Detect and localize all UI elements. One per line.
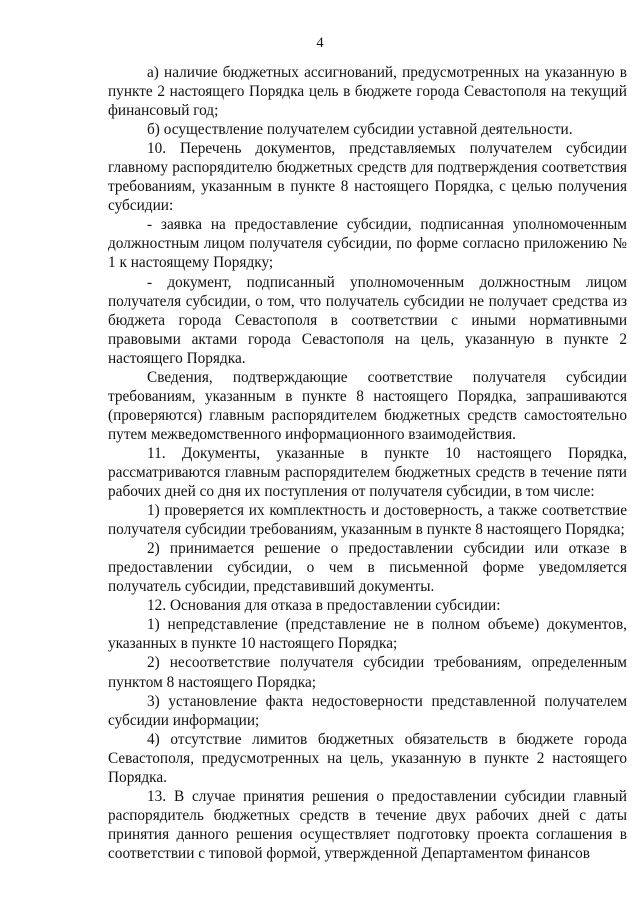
document-body — [108, 63, 627, 863]
paragraph-10-item-application: - заявка на предоставление субсидии, подписанная уполномоченным должностным лицом получателя субсидии, по форме согласно приложению № 1 к настоящему Порядку; — [108, 216, 627, 272]
paragraph-11-item-1: 1) проверяется их комплектность и достоверность, а также соответствие получателя субсидии требованиям, указанным в пункте 8 настоящего Порядка; — [108, 502, 627, 539]
paragraph-10-information: Сведения, подтверждающие соответствие получателя субсидии требованиям, указанным в пункте 8 настоящего Порядка, запрашиваются (проверяются) главным распорядителем бюджетных средств самостоятельно путем межведомственного информационного взаимодействия. — [108, 368, 627, 443]
paragraph-9b: б) осуществление получателем субсидии уставной деятельности. — [147, 121, 573, 139]
paragraph-12-item-2: 2) несоответствие получателя субсидии требованиям, определенным пунктом 8 настоящего Порядка; — [108, 654, 627, 691]
paragraph-11-item-2: 2) принимается решение о предоставлении субсидии или отказе в предоставлении субсидии, о чем в письменной форме уведомляется получатель субсидии, представивший документы. — [108, 540, 627, 596]
paragraph-12-item-3: 3) установление факта недостоверности представленной получателем субсидии информации; — [108, 692, 627, 729]
paragraph-9a: а) наличие бюджетных ассигнований, предусмотренных на указанную в пункте 2 настоящего Порядка цель в бюджете города Севастополя на текущий финансовый год; — [108, 64, 627, 120]
paragraph-13: 13. В случае принятия решения о предоставлении субсидии главный распорядитель бюджетных средств в течение двух рабочих дней с даты принятия данного решения осуществляет подготовку проекта соглашения в соответствии с типовой формой, утвержденной Департаментом финансов — [108, 787, 627, 862]
paragraph-12: 12. Основания для отказа в предоставлении субсидии: — [147, 597, 501, 615]
paragraph-12-item-4: 4) отсутствие лимитов бюджетных обязательств в бюджете города Севастополя, предусмотренных на цель, указанную в пункте 2 настоящего Порядка. — [108, 730, 627, 786]
paragraph-11: 11. Документы, указанные в пункте 10 настоящего Порядка, рассматриваются главным распорядителем бюджетных средств в течение пяти рабочих дней со дня их поступления от получателя субсидии, в том числе: — [108, 444, 627, 501]
paragraph-10: 10. Перечень документов, представляемых получателем субсидии главному распорядителю бюджетных средств для подтверждения соответствия требованиям, указанным в пункте 8 настоящего Порядка, с целью получения субсидии: — [108, 140, 627, 215]
paragraph-12-item-1: 1) непредставление (представление не в полном объеме) документов, указанных в пункте 10 настоящего Порядка; — [108, 616, 627, 653]
page-number: 4 — [316, 35, 324, 51]
paragraph-10-item-document: - документ, подписанный уполномоченным должностным лицом получателя субсидии, о том, что получатель субсидии не получает средства из бюджета города Севастополя в соответствии с иными нормативными правовыми актами города Севастополя на цель, указанную в пункте 2 настоящего Порядка. — [108, 273, 627, 367]
